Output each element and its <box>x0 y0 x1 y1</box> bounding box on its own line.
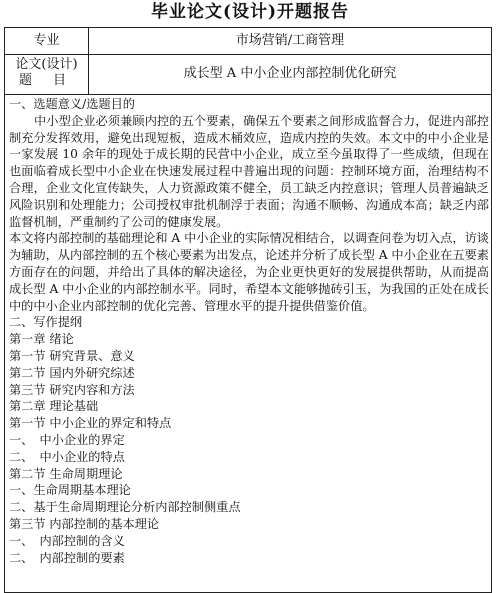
topic-label-line1: 论文(设计) <box>15 57 78 72</box>
major-row <box>5 28 491 55</box>
outline-line: 二、写作提纲 <box>9 315 83 330</box>
topic-row <box>5 54 491 95</box>
major-label: 专业 <box>5 28 89 54</box>
section1-paragraph-2: 本文将内部控制的基础理论和 A 中小企业的实际情况相结合，以调查问卷为切入点，访谈为辅助，从内部控制的五个核心要素为出发点，论述并分析了成长型 A 中小企业在五要素方面存在的问题，并给出了具体的解决途径，为企业更快更好的发展提供帮助，从而提高成长型 A 中小企业的内部控制水平。同时，希望本文能够抛砖引玉，为我国的正处在成长中的中小企业内部控制的优化完善、管理水平的提升提供借鉴价值。 <box>9 231 489 313</box>
report-table <box>4 27 492 593</box>
outline-line: 一、 内部控制的含义 <box>9 533 125 548</box>
page-title: 毕业论文(设计)开题报告 <box>150 2 350 22</box>
outline-line: 第一节 中小企业的界定和特点 <box>9 416 172 431</box>
outline-line: 第二章 理论基础 <box>9 399 99 414</box>
outline-line: 一、 中小企业的界定 <box>9 432 125 447</box>
outline-line: 第一章 绪论 <box>9 332 74 347</box>
outline-line: 二、 内部控制的要素 <box>9 550 125 565</box>
topic-value: 成长型 A 中小企业内部控制优化研究 <box>183 66 397 81</box>
outline-line: 二、 中小企业的特点 <box>9 449 125 464</box>
outline-line: 二、基于生命周期理论分析内部控制侧重点 <box>9 500 241 515</box>
outline-line: 一、生命周期基本理论 <box>9 483 131 498</box>
outline-line: 第三节 研究内容和方法 <box>9 382 135 397</box>
outline-line: 第三节 内部控制的基本理论 <box>9 516 160 531</box>
major-value: 市场营销/工商管理 <box>235 33 345 48</box>
outline-line: 第二节 国内外研究综述 <box>9 365 135 380</box>
topic-label <box>5 54 89 94</box>
report-content <box>9 96 489 592</box>
section1-heading: 一、选题意义/选题目的 <box>9 97 135 111</box>
section1-paragraph-1: 中小型企业必须兼顾内控的五个要素，确保五个要素之间形成监督合力，促进内部控制充分发挥效用，避免出现短板，造成木桶效应，造成内控的失效。本文中的中小企业是一家发展 10 余年的现处于成长期的民营中小企业，成立至今虽取得了一些成绩，但现在也面临着成长型中小企业在快速发展过程中普遍出现的问题：控制环境方面，治理结构不合理，企业文化宣传缺失，人力资源政策不健全，员工缺乏内控意识；管理人员普遍缺乏风险识别和处理能力；公司授权审批机制浮于表面；沟通不顺畅、沟通成本高；缺乏内部监督机制，严重制约了公司的健康发展。 <box>9 113 489 229</box>
outline-line: 第二节 生命周期理论 <box>9 466 123 481</box>
outline-line: 第一节 研究背景、意义 <box>9 348 135 363</box>
topic-label-line2: 题 目 <box>19 73 71 88</box>
